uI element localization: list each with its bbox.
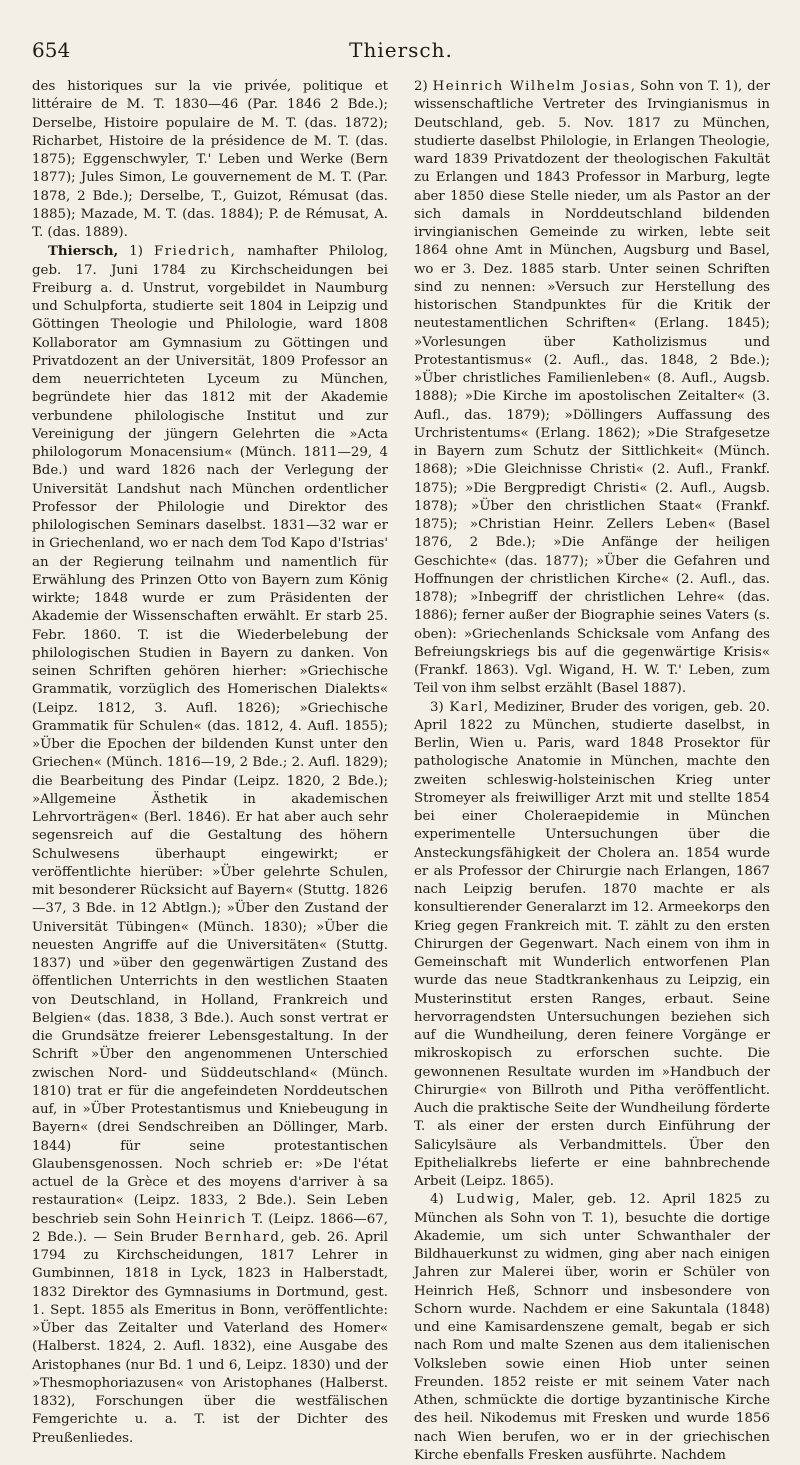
right-column	[414, 78, 770, 1465]
entry-thiersch-friedrich: Thiersch, 1) Friedrich, namhafter Philolog, geb. 17. Juni 1784 zu Kirchscheidungen bei Freiburg a. d. Unstrut, vorgebildet in Naumburg und Schulpforta, studierte seit 1804 in Leipzig und Göttingen Theologie und Philologie, ward 1808 Kollaborator am Gymnasium zu Göttingen und Privatdozent an der Universität, 1809 Professor an dem neuerrichteten Lyceum zu München, begründete hier das 1812 mit der Akademie verbundene philologische Institut und zur Vereinigung der jüngern Gelehrten die »Acta philologorum Monacensium« (Münch. 1811—29, 4 Bde.) und ward 1826 nach der Verlegung der Universität Landshut nach München ordentlicher Professor der Philologie und Direktor des philologischen Seminars daselbst. 1831—32 war er in Griechenland, wo er nach dem Tod Kapo d'Istrias' an der Regierung teilnahm und namentlich für Erwählung des Prinzen Otto von Bayern zum König wirkte; 1848 wurde er zum Präsidenten der Akademie der Wissenschaften erwählt. Er starb 25. Febr. 1860. T. ist die Wiederbelebung der philologischen Studien in Bayern zu danken. Von seinen Schriften gehören hierher: »Griechische Grammatik, vorzüglich des Homerischen Dialekts« (Leipz. 1812, 3. Aufl. 1826); »Griechische Grammatik für Schulen« (das. 1812, 4. Aufl. 1855); »Über die Epochen der bildenden Kunst unter den Griechen« (Münch. 1816—19, 2 Bde.; 2. Aufl. 1829); die Bearbeitung des Pindar (Leipz. 1820, 2 Bde.); »Allgemeine Ästhetik in akademischen Lehrvorträgen« (Berl. 1846). Er hat aber auch sehr segensreich auf die Gestaltung des höhern Schulwesens überhaupt eingewirkt; er veröffentlichte hierüber: »Über gelehrte Schulen, mit besonderer Rücksicht auf Bayern« (Stuttg. 1826—37, 3 Bde. in 12 Abtlgn.); »Über den Zustand der Universität Tübingen« (Münch. 1830); »Über die neuesten Angriffe auf die Universitäten« (Stuttg. 1837) und »über den gegenwärtigen Zustand des öffentlichen Unterrichts in den westlichen Staaten von Deutschland, in Holland, Frankreich und Belgien« (das. 1838, 3 Bde.). Auch sonst vertrat er die Grundsätze freierer Lebensgestaltung. In der Schrift »Über den angenommenen Unterschied zwischen Nord- und Süddeutschland« (Münch. 1810) trat er für die angefeindeten Norddeutschen auf, in »Über Protestantismus und Kniebeugung in Bayern« (drei Sendschreiben an Döllinger, Marb. 1844) für seine protestantischen Glaubensgenossen. Noch schrieb er: »De l'état actuel de la Grèce et des moyens d'arriver à sa restauration« (Leipz. 1833, 2 Bde.). Sein Leben beschrieb sein Sohn Heinrich T. (Leipz. 1866—67, 2 Bde.). — Sein Bruder Bernhard, geb. 26. April 1794 zu Kirchscheidungen, 1817 Lehrer in Gumbinnen, 1818 in Lyck, 1823 in Halberstadt, 1832 Direktor des Gymnasiums in Dortmund, gest. 1. Sept. 1855 als Emeritus in Bonn, veröffentlichte: »Über das Zeitalter und Vaterland des Homer« (Halberst. 1824, 2. Aufl. 1832), eine Ausgabe des Aristophanes (nur Bd. 1 und 6, Leipz. 1830) und der »Thesmophoriazusen« von Aristophanes (Halberst. 1832), Forschungen über die westfälischen Femgerichte u. a. T. ist der Dichter des Preußenliedes.	[32, 243, 388, 1446]
person-name: Karl	[449, 699, 484, 715]
person-name: Friedrich,	[154, 244, 237, 260]
left-column	[32, 78, 388, 1465]
entry-thiersch-ludwig: 4) Ludwig, Maler, geb. 12. April 1825 zu München als Sohn von T. 1), besuchte die dortige Akademie, um sich unter Schwanthaler der Bildhauerkunst zu widmen, ging aber nach einigen Jahren zur Malerei über, worin er Schüler von Heinrich Heß, Schnorr und insbesondere von Schorn wurde. Nachdem er eine Sakuntala (1848) und eine Kamisardenszene gemalt, begab er sich nach Rom und malte Szenen aus dem italienischen Volksleben sowie einen Hiob unter seinen Freunden. 1852 reiste er mit seinem Vater nach Athen, schmückte die dortige byzantinische Kirche des heil. Nikodemus mit Fresken und wurde 1856 nach Wien berufen, wo er in der griechischen Kirche ebenfalls Fresken ausführte. Nachdem	[414, 1192, 770, 1463]
entry-thiersch-karl: 3) Karl, Mediziner, Bruder des vorigen, geb. 20. April 1822 zu München, studierte daselbst, in Berlin, Wien u. Paris, ward 1848 Prosektor für pathologische Anatomie in München, machte den zweiten schleswig-holsteinischen Krieg unter Stromeyer als freiwilliger Arzt mit und stellte 1854 bei einer Choleraepidemie in München experimentelle Untersuchungen über die Ansteckungsfähigkeit der Cholera an. 1854 wurde er als Professor der Chirurgie nach Erlangen, 1867 nach Leipzig berufen. 1870 machte er als konsultierender Generalarzt im 12. Armeekorps den Krieg gegen Frankreich mit. T. zählt zu den ersten Chirurgen der Gegenwart. Nach einem von ihm in Gemeinschaft mit Wunderlich entworfenen Plan wurde das neue Stadtkrankenhaus zu Leipzig, ein Musterinstitut ersten Ranges, erbaut. Seine hervorragendsten Untersuchungen beziehen sich auf die Wundheilung, deren feinere Vorgänge er mikroskopisch zu erforschen suchte. Die gewonnenen Resultate wurden im »Handbuch der Chirurgie« von Billroth und Pitha veröffentlicht. Auch die praktische Seite der Wundheilung förderte T. als einer der ersten durch Einführung der Salicylsäure als Verbandmittels. Über den Epithelialkrebs lieferte er eine bahnbrechende Arbeit (Leipz. 1865).	[414, 699, 771, 1189]
entry-headword: Thiersch,	[48, 243, 119, 260]
person-name: Bernhard	[204, 1229, 281, 1245]
running-head: Thiersch.	[349, 38, 453, 62]
person-name: Ludwig	[456, 1192, 516, 1208]
page-number: 654	[32, 38, 71, 62]
entry-thiersch-heinrich: 2) Heinrich Wilhelm Josias, Sohn von T. 1), der wissenschaftliche Vertreter des Irvingianismus in Deutschland, geb. 5. Nov. 1817 zu München, studierte daselbst Philologie, in Erlangen Theologie, ward 1839 Privatdozent der theologischen Fakultät zu Erlangen und 1843 Professor in Marburg, legte aber 1850 diese Stelle nieder, um als Pastor an der sich damals in Norddeutschland bildenden irvingianischen Gemeinde zu wirken, lebte seit 1864 ohne Amt in München, Augsburg und Basel, wo er 3. Dez. 1885 starb. Unter seinen Schriften sind zu nennen: »Versuch zur Herstellung des historischen Standpunktes für die Kritik der neutestamentlichen Schriften« (Erlang. 1845); »Vorlesungen über Katholizismus und Protestantismus« (2. Aufl., das. 1848, 2 Bde.); »Über christliches Familienleben« (8. Aufl., Augsb. 1888); »Die Kirche im apostolischen Zeitalter« (3. Aufl., das. 1879); »Döllingers Auffassung des Urchristentums« (Erlang. 1862); »Die Strafgesetze in Bayern zum Schutz der Sittlichkeit« (Münch. 1868); »Die Gleichnisse Christi« (2. Aufl., Frankf. 1875); »Die Bergpredigt Christi« (2. Aufl., Augsb. 1878); »Über den christlichen Staat« (Frankf. 1875); »Christian Heinr. Zellers Leben« (Basel 1876, 2 Bde.); »Die Anfänge der heiligen Geschichte« (das. 1877); »Über die Gefahren und Hoffnungen der christlichen Kirche« (2. Aufl., das. 1878); »Inbegriff der christlichen Lehre« (das. 1886); ferner außer der Biographie seines Vaters (s. oben): »Griechenlands Schicksale vom Anfang des Befreiungskriegs bis auf die gegenwärtige Krisis« (Frankf. 1863). Vgl. Wigand, H. W. T.' Leben, zum Teil von ihm selbst erzählt (Basel 1887).	[414, 79, 770, 697]
text-columns	[32, 78, 770, 1465]
person-name: Heinrich Wilhelm Josias	[432, 79, 631, 94]
page-header	[32, 38, 770, 72]
person-name: Heinrich	[175, 1211, 247, 1227]
paragraph-thiers-literature: des historiques sur la vie privée, politique et littéraire de M. T. 1830—46 (Par. 1846 2 Bde.); Derselbe, Histoire populaire de M. T. (das. 1872); Richarbet, Histoire de la présidence de M. T. (das. 1875); Eggenschwyler, T.' Leben und Werke (Bern 1877); Jules Simon, Le gouvernement de M. T. (Par. 1878, 2 Bde.); Derselbe, T., Guizot, Rémusat (das. 1885); Mazade, M. T. (das. 1884); P. de Rémusat, A. T. (das. 1889).	[32, 79, 388, 240]
